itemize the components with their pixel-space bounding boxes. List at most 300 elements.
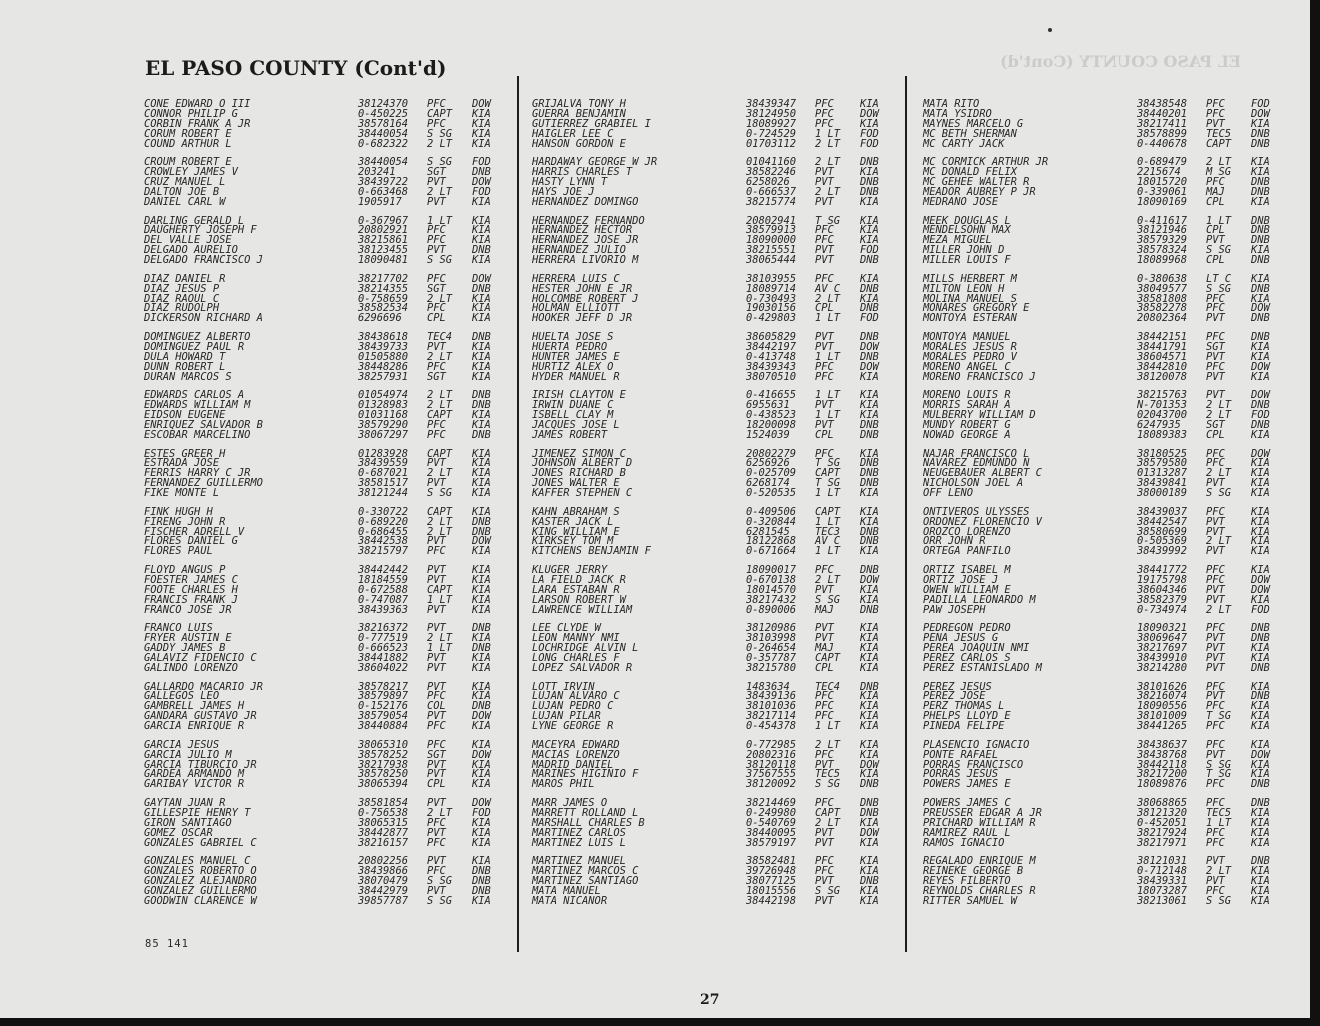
entry-serial: 01703112 bbox=[746, 137, 797, 150]
entry-rank: PFC bbox=[1206, 302, 1225, 315]
entry-name: DIAZ RUDOLPH bbox=[144, 302, 220, 315]
entry-rank: PVT bbox=[1206, 117, 1225, 130]
entry-serial: 01313287 bbox=[1137, 467, 1188, 480]
entry-status: DNB bbox=[860, 331, 879, 343]
entry-rank: 1 LT bbox=[815, 487, 841, 500]
entry-name: DICKERSON RICHARD A bbox=[144, 312, 263, 325]
entry-serial: 38582278 bbox=[1137, 302, 1188, 315]
roster-group bbox=[532, 333, 892, 382]
entry-serial: 18089927 bbox=[746, 117, 797, 130]
entry-rank: PFC bbox=[1206, 738, 1225, 751]
entry-serial: 18090000 bbox=[746, 234, 797, 247]
entry-serial: 38442198 bbox=[746, 894, 797, 907]
entry-serial: 38442877 bbox=[358, 826, 409, 839]
entry-status: KIA bbox=[1251, 884, 1270, 897]
entry-rank: AV C bbox=[815, 282, 841, 295]
roster-group bbox=[923, 680, 1283, 733]
entry-status: KIA bbox=[1251, 758, 1270, 771]
entry-rank: PFC bbox=[815, 690, 834, 703]
entry-serial: 38448286 bbox=[358, 360, 409, 373]
entry-name: JAMES ROBERT bbox=[532, 428, 608, 441]
entry-serial: 38215763 bbox=[1137, 389, 1188, 402]
entry-status: KIA bbox=[1251, 593, 1270, 606]
entry-name: HERNANDEZ HECTOR bbox=[532, 224, 633, 237]
entry-status: DNB bbox=[472, 331, 491, 343]
entry-serial: 38121244 bbox=[358, 487, 409, 500]
entry-status: KIA bbox=[860, 748, 879, 761]
entry-name: HURTIZ ALEX O bbox=[532, 360, 614, 373]
entry-name: GUTIERREZ GRABIEL I bbox=[532, 117, 651, 130]
entry-status: DOW bbox=[472, 535, 491, 548]
entry-status: KIA bbox=[1251, 370, 1270, 383]
entry-status: KIA bbox=[860, 661, 879, 674]
entry-rank: PVT bbox=[427, 340, 446, 353]
entry-status: DNB bbox=[1251, 234, 1270, 247]
entry-name: GARCIA JULIO M bbox=[144, 748, 232, 761]
entry-status: KIA bbox=[472, 457, 491, 470]
entry-rank: PFC bbox=[427, 836, 446, 849]
entry-serial: 1524039 bbox=[746, 428, 790, 441]
entry-serial: 38440095 bbox=[746, 826, 797, 839]
entry-status: DNB bbox=[1251, 331, 1270, 343]
entry-rank: PFC bbox=[427, 690, 446, 703]
entry-status: KIA bbox=[472, 768, 491, 781]
entry-status: KIA bbox=[1251, 720, 1270, 733]
entry-rank: PVT bbox=[1206, 350, 1225, 363]
entry-serial: 38439037 bbox=[1137, 505, 1188, 518]
entry-status: KIA bbox=[1251, 875, 1270, 888]
entry-name: MOLINA MANUEL S bbox=[923, 292, 1017, 305]
entry-rank: 2 LT bbox=[427, 350, 453, 363]
roster-group bbox=[923, 333, 1283, 382]
entry-rank: PVT bbox=[815, 894, 834, 907]
entry-rank: PFC bbox=[815, 107, 834, 120]
roster-column-3 bbox=[923, 100, 1283, 916]
roster-entry bbox=[923, 661, 1283, 674]
entry-name: LUJAN PEDRO C bbox=[532, 700, 614, 713]
entry-name: DUNN ROBERT L bbox=[144, 360, 226, 373]
entry-name: GARDEA ARMANDO M bbox=[144, 768, 245, 781]
entry-serial: 0-724529 bbox=[746, 127, 797, 140]
entry-name: GAYTAN JUAN R bbox=[144, 797, 226, 809]
entry-status: DNB bbox=[860, 176, 879, 189]
entry-serial: 38442979 bbox=[358, 884, 409, 897]
entry-rank: T SG bbox=[815, 457, 841, 470]
entry-name: CROUM ROBERT E bbox=[144, 156, 232, 169]
entry-rank: PFC bbox=[1206, 331, 1225, 343]
entry-status: DNB bbox=[1251, 282, 1270, 295]
entry-name: MORENO LOUIS R bbox=[923, 389, 1011, 402]
entry-status: DNB bbox=[472, 875, 491, 888]
entry-rank: MAJ bbox=[1206, 185, 1225, 198]
entry-serial: 38439347 bbox=[746, 98, 797, 110]
entry-rank: S SG bbox=[427, 127, 453, 140]
entry-rank: PFC bbox=[427, 738, 446, 751]
entry-status: DOW bbox=[472, 272, 491, 285]
entry-status: KIA bbox=[472, 505, 491, 518]
entry-serial: 19175798 bbox=[1137, 573, 1188, 586]
entry-status: DNB bbox=[472, 428, 491, 441]
roster-entry bbox=[532, 836, 892, 849]
entry-status: KIA bbox=[1251, 816, 1270, 829]
entry-status: KIA bbox=[472, 477, 491, 490]
entry-serial: 0-772985 bbox=[746, 738, 797, 751]
entry-name: REGALADO ENRIQUE M bbox=[923, 855, 1036, 868]
entry-rank: 2 LT bbox=[815, 137, 841, 150]
entry-name: DIAZ DANIEL R bbox=[144, 272, 226, 285]
entry-serial: 38065310 bbox=[358, 738, 409, 751]
entry-status: KIA bbox=[1251, 545, 1270, 558]
entry-rank: S SG bbox=[815, 593, 841, 606]
bleed-through-text: EL PASO COUNTY (Cont'd) bbox=[1000, 52, 1242, 71]
entry-status: KIA bbox=[472, 447, 491, 460]
entry-status: DOW bbox=[860, 340, 879, 353]
entry-serial: 38439722 bbox=[358, 176, 409, 189]
entry-serial: 38579897 bbox=[358, 690, 409, 703]
entry-rank: 2 LT bbox=[815, 816, 841, 829]
entry-status: KIA bbox=[860, 447, 879, 460]
entry-rank: PVT bbox=[1206, 593, 1225, 606]
entry-serial: 38124950 bbox=[746, 107, 797, 120]
entry-status: KIA bbox=[860, 593, 879, 606]
entry-serial: 6955631 bbox=[746, 399, 790, 412]
entry-status: DNB bbox=[860, 350, 879, 363]
entry-status: DNB bbox=[1251, 254, 1270, 267]
roster-entry bbox=[923, 137, 1283, 150]
entry-status: DNB bbox=[472, 700, 491, 713]
entry-name: HOOKER JEFF D JR bbox=[532, 312, 633, 325]
entry-name: GANDARA GUSTAVO JR bbox=[144, 710, 257, 723]
roster-group bbox=[923, 272, 1283, 325]
entry-serial: 0-689220 bbox=[358, 515, 409, 528]
entry-serial: 38579580 bbox=[1137, 457, 1188, 470]
entry-serial: 38439363 bbox=[358, 603, 409, 616]
entry-status: KIA bbox=[860, 710, 879, 723]
entry-status: DOW bbox=[472, 797, 491, 809]
entry-status: KIA bbox=[860, 855, 879, 868]
entry-name: GARCIA ENRIQUE R bbox=[144, 720, 245, 733]
entry-status: KIA bbox=[472, 651, 491, 664]
entry-name: FLORES PAUL bbox=[144, 545, 213, 558]
roster-entry bbox=[923, 894, 1283, 907]
entry-status: DNB bbox=[1251, 632, 1270, 645]
entry-name: DOMINGUEZ PAUL R bbox=[144, 340, 245, 353]
entry-serial: 38065444 bbox=[746, 254, 797, 267]
entry-rank: TEC5 bbox=[1206, 127, 1232, 140]
entry-name: ONTIVEROS ULYSSES bbox=[923, 505, 1030, 518]
entry-name: KIRKSEY TOM M bbox=[532, 535, 614, 548]
entry-serial: 38124370 bbox=[358, 98, 409, 110]
entry-rank: S SG bbox=[1206, 487, 1232, 500]
entry-rank: S SG bbox=[427, 894, 453, 907]
roster-group bbox=[923, 158, 1283, 207]
entry-name: HAIGLER LEE C bbox=[532, 127, 614, 140]
entry-status: KIA bbox=[860, 224, 879, 237]
entry-name: MORALES JESUS R bbox=[923, 340, 1017, 353]
entry-name: MEDRANO JOSE bbox=[923, 195, 999, 208]
entry-status: KIA bbox=[472, 564, 491, 576]
entry-serial: 38216372 bbox=[358, 622, 409, 635]
roster-column-2 bbox=[532, 100, 892, 916]
entry-serial: 38217971 bbox=[1137, 836, 1188, 849]
entry-status: DOW bbox=[1251, 360, 1270, 373]
roster-group bbox=[532, 505, 892, 558]
entry-name: HOLCOMBE ROBERT J bbox=[532, 292, 639, 305]
entry-rank: PVT bbox=[1206, 234, 1225, 247]
entry-rank: PVT bbox=[815, 875, 834, 888]
entry-serial: 0-663468 bbox=[358, 185, 409, 198]
entry-name: MC BETH SHERMAN bbox=[923, 127, 1017, 140]
entry-status: KIA bbox=[860, 720, 879, 733]
entry-name: GILLESPIE HENRY T bbox=[144, 806, 251, 819]
entry-serial: 38440201 bbox=[1137, 107, 1188, 120]
entry-rank: PVT bbox=[427, 797, 446, 809]
entry-rank: 2 LT bbox=[1206, 603, 1232, 616]
entry-name: GAMBRELL JAMES H bbox=[144, 700, 245, 713]
entry-name: GOODWIN CLARENCE W bbox=[144, 894, 257, 907]
entry-rank: PVT bbox=[427, 884, 446, 897]
entry-rank: PFC bbox=[427, 272, 446, 285]
entry-rank: M SG bbox=[1206, 166, 1232, 179]
entry-serial: 18073287 bbox=[1137, 884, 1188, 897]
column-divider bbox=[517, 76, 519, 952]
entry-status: DOW bbox=[1251, 573, 1270, 586]
entry-serial: 38101626 bbox=[1137, 680, 1188, 693]
entry-serial: 38439733 bbox=[358, 340, 409, 353]
entry-status: DNB bbox=[1251, 224, 1270, 237]
entry-status: DNB bbox=[1251, 214, 1270, 227]
entry-name: NEUGEBAUER ALBERT C bbox=[923, 467, 1042, 480]
entry-serial: 0-367967 bbox=[358, 214, 409, 227]
entry-status: KIA bbox=[860, 642, 879, 655]
entry-serial: 0-454378 bbox=[746, 720, 797, 733]
entry-name: MAYNES MARCELO G bbox=[923, 117, 1024, 130]
entry-status: DNB bbox=[1251, 797, 1270, 809]
entry-serial: 38441791 bbox=[1137, 340, 1188, 353]
roster-entry bbox=[532, 370, 892, 383]
entry-status: KIA bbox=[1251, 292, 1270, 305]
entry-serial: 18200098 bbox=[746, 418, 797, 431]
entry-rank: CAPT bbox=[427, 409, 453, 422]
roster-entry bbox=[532, 314, 892, 324]
entry-status: KIA bbox=[1251, 467, 1270, 480]
entry-rank: PVT bbox=[1206, 312, 1225, 325]
entry-serial: 18090169 bbox=[1137, 195, 1188, 208]
entry-rank: PFC bbox=[427, 865, 446, 878]
entry-status: KIA bbox=[860, 515, 879, 528]
entry-rank: 2 LT bbox=[815, 292, 841, 305]
entry-name: FIRENG JOHN R bbox=[144, 515, 226, 528]
entry-name: EDWARDS CARLOS A bbox=[144, 389, 245, 402]
entry-name: JONES WALTER E bbox=[532, 477, 620, 490]
entry-serial: 01505880 bbox=[358, 350, 409, 363]
entry-status: DNB bbox=[472, 622, 491, 635]
entry-name: MORENO ANGEL C bbox=[923, 360, 1011, 373]
entry-name: HERNANDEZ JOSE JR bbox=[532, 234, 639, 247]
entry-status: KIA bbox=[860, 632, 879, 645]
entry-name: ESCOBAR MARCELINO bbox=[144, 428, 251, 441]
entry-rank: PVT bbox=[1206, 855, 1225, 868]
roster-group bbox=[144, 391, 504, 440]
entry-serial: 0-438523 bbox=[746, 409, 797, 422]
entry-serial: 0-672588 bbox=[358, 583, 409, 596]
entry-name: FLORES DANIEL G bbox=[144, 535, 238, 548]
entry-status: KIA bbox=[472, 370, 491, 383]
entry-name: MILLER JOHN D bbox=[923, 244, 1005, 257]
entry-name: CRUZ MANUEL L bbox=[144, 176, 226, 189]
entry-status: DOW bbox=[860, 360, 879, 373]
entry-name: PENA JESUS G bbox=[923, 632, 999, 645]
entry-serial: 38069647 bbox=[1137, 632, 1188, 645]
entry-rank: PVT bbox=[427, 768, 446, 781]
entry-serial: 20802256 bbox=[358, 855, 409, 868]
roster-entry bbox=[532, 547, 892, 557]
entry-name: LARA ESTABAN R bbox=[532, 583, 620, 596]
entry-name: MADRID DANIEL bbox=[532, 758, 614, 771]
entry-name: KITCHENS BENJAMIN F bbox=[532, 545, 651, 558]
entry-serial: 37567555 bbox=[746, 768, 797, 781]
entry-name: GALLEGOS LEO bbox=[144, 690, 220, 703]
entry-status: KIA bbox=[860, 195, 879, 208]
entry-serial: 01328983 bbox=[358, 399, 409, 412]
roster-group bbox=[532, 447, 892, 500]
entry-name: CONNOR PHILIP G bbox=[144, 107, 238, 120]
entry-rank: 2 LT bbox=[427, 632, 453, 645]
entry-rank: TEC5 bbox=[1206, 806, 1232, 819]
entry-serial: 38257931 bbox=[358, 370, 409, 383]
entry-name: MC DONALD FELIX bbox=[923, 166, 1017, 179]
entry-status: KIA bbox=[1251, 117, 1270, 130]
entry-name: EIDSON EUGENE bbox=[144, 409, 226, 422]
entry-serial: 0-712148 bbox=[1137, 865, 1188, 878]
entry-rank: 2 LT bbox=[427, 399, 453, 412]
entry-name: PONTE RAFAEL bbox=[923, 748, 999, 761]
entry-status: KIA bbox=[1251, 710, 1270, 723]
entry-status: DNB bbox=[472, 865, 491, 878]
entry-rank: 2 LT bbox=[427, 185, 453, 198]
entry-status: KIA bbox=[472, 254, 491, 267]
entry-serial: 38439910 bbox=[1137, 651, 1188, 664]
entry-name: HERNANDEZ JULIO bbox=[532, 244, 626, 257]
entry-serial: 38581854 bbox=[358, 797, 409, 809]
entry-status: DNB bbox=[1251, 661, 1270, 674]
entry-serial: 0-777519 bbox=[358, 632, 409, 645]
entry-status: KIA bbox=[472, 855, 491, 868]
entry-name: PEREZ JESUS bbox=[923, 680, 992, 693]
entry-status: DNB bbox=[1251, 418, 1270, 431]
entry-rank: PVT bbox=[815, 254, 834, 267]
entry-name: MEEK DOUGLAS L bbox=[923, 214, 1011, 227]
entry-name: FISCHER ADRELL V bbox=[144, 525, 245, 538]
entry-name: HUERTA PEDRO bbox=[532, 340, 608, 353]
entry-status: KIA bbox=[860, 292, 879, 305]
entry-serial: 38578164 bbox=[358, 117, 409, 130]
entry-status: DOW bbox=[860, 826, 879, 839]
entry-status: KIA bbox=[860, 816, 879, 829]
entry-serial: 38440054 bbox=[358, 156, 409, 169]
entry-name: PHELPS LLOYD E bbox=[923, 710, 1011, 723]
entry-rank: CAPT bbox=[815, 806, 841, 819]
entry-serial: 38065394 bbox=[358, 778, 409, 791]
entry-name: FLOYD ANGUS P bbox=[144, 564, 226, 576]
entry-status: DNB bbox=[1251, 399, 1270, 412]
entry-rank: PFC bbox=[1206, 778, 1225, 791]
entry-serial: 38215774 bbox=[746, 195, 797, 208]
roster-group bbox=[923, 624, 1283, 673]
entry-status: FOD bbox=[472, 806, 491, 819]
entry-status: KIA bbox=[1251, 457, 1270, 470]
entry-rank: CAPT bbox=[815, 651, 841, 664]
roster-group bbox=[144, 333, 504, 382]
entry-name: MARTINEZ CARLOS bbox=[532, 826, 626, 839]
entry-rank: 1 LT bbox=[815, 350, 841, 363]
entry-serial: 38440884 bbox=[358, 720, 409, 733]
entry-status: KIA bbox=[1251, 195, 1270, 208]
page-title: EL PASO COUNTY (Cont'd) bbox=[145, 56, 447, 80]
entry-rank: 1 LT bbox=[815, 389, 841, 402]
entry-serial: 20802921 bbox=[358, 224, 409, 237]
entry-serial: 0-671664 bbox=[746, 545, 797, 558]
roster-entry bbox=[923, 370, 1283, 383]
entry-status: KIA bbox=[472, 758, 491, 771]
entry-rank: S SG bbox=[815, 778, 841, 791]
entry-name: MC CORMICK ARTHUR JR bbox=[923, 156, 1049, 169]
roster-entry bbox=[144, 894, 504, 907]
entry-status: DNB bbox=[472, 244, 491, 257]
entry-rank: 2 LT bbox=[1206, 399, 1232, 412]
roster-group bbox=[923, 214, 1283, 267]
entry-serial: 38442538 bbox=[358, 535, 409, 548]
roster-entry bbox=[923, 547, 1283, 557]
entry-status: KIA bbox=[472, 894, 491, 907]
entry-name: ESTES GREER H bbox=[144, 447, 226, 460]
entry-name: LA FIELD JACK R bbox=[532, 573, 626, 586]
roster-entry bbox=[532, 256, 892, 266]
roster-group bbox=[532, 214, 892, 267]
scan-edge-right bbox=[1310, 0, 1320, 1026]
entry-name: FRYER AUSTIN E bbox=[144, 632, 232, 645]
roster-group bbox=[144, 158, 504, 207]
entry-name: GRIJALVA TONY H bbox=[532, 98, 626, 110]
entry-name: LARSON ROBERT W bbox=[532, 593, 626, 606]
entry-name: PORRAS JESUS bbox=[923, 768, 999, 781]
entry-rank: T SG bbox=[1206, 710, 1232, 723]
entry-status: DOW bbox=[472, 710, 491, 723]
entry-rank: SGT bbox=[427, 748, 446, 761]
entry-name: GARCIA TIBURCIO JR bbox=[144, 758, 257, 771]
entry-status: KIA bbox=[860, 370, 879, 383]
entry-serial: 18089383 bbox=[1137, 428, 1188, 441]
roster-group bbox=[144, 857, 504, 906]
entry-name: ORTIZ ISABEL M bbox=[923, 564, 1011, 576]
entry-serial: 0-687021 bbox=[358, 467, 409, 480]
entry-rank: 1 LT bbox=[1206, 816, 1232, 829]
entry-status: KIA bbox=[1251, 535, 1270, 548]
entry-name: HOLMAN ELLIOTT bbox=[532, 302, 620, 315]
entry-name: MARSHALL CHARLES B bbox=[532, 816, 645, 829]
entry-name: GOMEZ OSCAR bbox=[144, 826, 213, 839]
entry-name: GONZALEZ GUILLERMO bbox=[144, 884, 257, 897]
roster-group bbox=[532, 680, 892, 733]
entry-status: KIA bbox=[1251, 738, 1270, 751]
entry-serial: 0-520535 bbox=[746, 487, 797, 500]
roster-entry bbox=[532, 428, 892, 441]
entry-rank: PVT bbox=[1206, 515, 1225, 528]
entry-name: KASTER JACK L bbox=[532, 515, 614, 528]
entry-status: DNB bbox=[860, 875, 879, 888]
entry-rank: 1 LT bbox=[1206, 214, 1232, 227]
entry-name: FRANCO LUIS bbox=[144, 622, 213, 635]
